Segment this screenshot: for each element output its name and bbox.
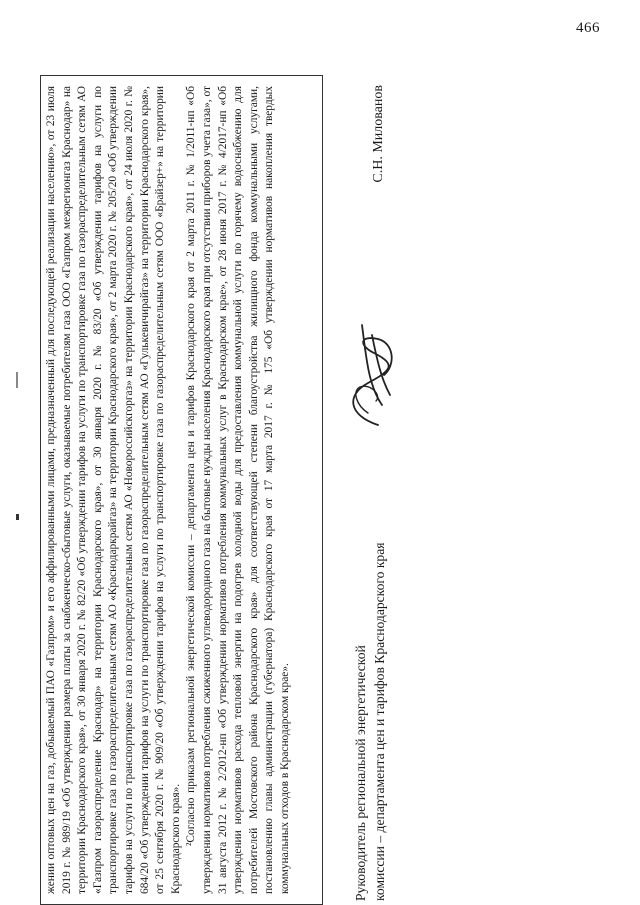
- landscape-content: [40, 75, 600, 905]
- rotated-page-area: [40, 55, 640, 905]
- signatory-position-line-1: Руководитель региональной энергетической: [353, 645, 368, 901]
- footnote-paragraph-2: ²Согласно приказам региональной энергетической комиссии – департамента цен и тарифов Краснодарского края от 2 марта 2011 г. № 1/2011-нп «Об утверждении нормативов потребления сжиженного углеводородного газа на бытовые нужды населения Краснодарского края при отсутствии приборов учета газа», от 31 августа 2012 г. № 2/2012-нп «Об утверждении нормативов потребления коммунальных услуг в Краснодарском крае», от 28 июня 2017 г. № 4/2017-нп «Об утверждении нормативов расхода тепловой энергии на подогрев холодной воды для предоставления коммунальной услуги по горячему водоснабжению для потребителей Мостовского района Краснодарского края» для соответствующей степени благоустройства жилищного фонда коммунальными услугами, постановлению главы администрации (губернатора) Краснодарского края от 17 марта 2017 г. № 175 «Об утверждении нормативов накопления твердых коммунальных отходов в Краснодарском крае».: [185, 86, 291, 894]
- signature-block: [352, 75, 572, 905]
- scan-artifact: [16, 514, 19, 520]
- footnote-paragraph-1: жении оптовых цен на газ, добываемый ПАО «Газпром» и его аффилированными лицами, предназначенный для последующей реализации населению», от 23 июля 2019 г. № 989/19 «Об утверждении размера платы за снабженческо-сбытовые услуги, оказываемые потребителям газа ООО «Газпром межрегионгаз Краснодар» на территории Краснодарского края», от 30 января 2020 г. № 82/20 «Об утверждении тарифов на услуги по транспортировке газа по газораспределительным сетям АО «Газпром газораспределение Краснодар» на территории Краснодарского края», от 30 января 2020 г. № 83/20 «Об утверждении тарифов на услуги по транспортировке газа по газораспределительным сетям АО «Краснодаркрайгаз» на территории Краснодарского края», от 2 марта 2020 г. № 205/20 «Об утверждении тарифов на услуги по транспортировке газа по газораспределительным сетям АО «Новороссийскгоргаз» на территории Краснодарского края», от 24 июля 2020 г. № 684/20 «Об утверждении тарифов на услуги по транспортировке газа по газораспределительным сетям АО «Гулькевичирайгаз» на территории Краснодарского края», от 25 сентября 2020 г. № 909/20 «Об утверждении тарифов на услуги по транспортировке газа по газораспределительным сетям ООО «Брайзер+» на территории Краснодарского края».: [45, 86, 182, 894]
- signatory-position-line-2: комиссии – департамента цен и тарифов Краснодарского края: [372, 542, 387, 901]
- footnote-box: [40, 75, 323, 905]
- scan-artifact: [16, 372, 18, 388]
- page-number: 466: [576, 20, 600, 36]
- handwritten-signature: [338, 315, 408, 435]
- signatory-name: С.Н. Милованов: [371, 85, 386, 183]
